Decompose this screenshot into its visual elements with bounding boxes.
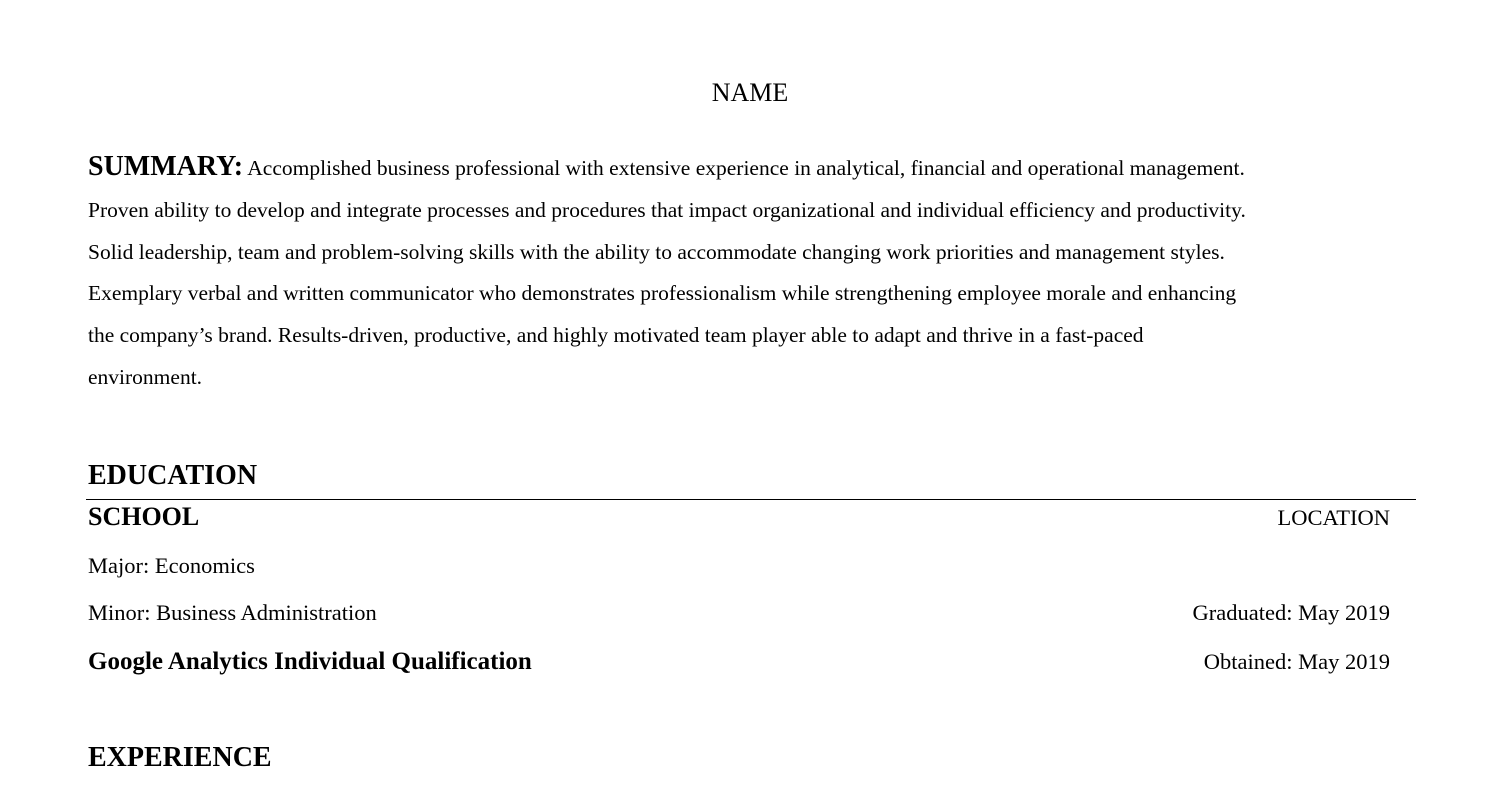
education-heading: EDUCATION	[88, 460, 258, 491]
summary-line-6: environment.	[88, 364, 203, 389]
summary-line-3: Solid leadership, team and problem-solving skills with the ability to accommodate changing work priorities and management styles.	[88, 239, 1225, 264]
summary-line-4: Exemplary verbal and written communicator who demonstrates professionalism while strengthening employee morale and enhancing	[88, 281, 1237, 306]
summary-label: SUMMARY:	[88, 151, 244, 182]
school-name: SCHOOL	[88, 502, 200, 531]
summary-line-5: the company’s brand. Results-driven, productive, and highly motivated team player able to adapt and thrive in a fast-paced	[88, 323, 1144, 348]
minor-row	[88, 600, 1390, 626]
section-divider	[86, 499, 1416, 500]
experience-heading: EXPERIENCE	[88, 742, 272, 773]
school-location: LOCATION	[1277, 505, 1390, 530]
graduated-date: Graduated: May 2019	[1192, 600, 1390, 625]
school-row	[88, 502, 1390, 532]
candidate-name: NAME	[711, 78, 789, 107]
summary-paragraph	[88, 146, 1428, 399]
minor-text: Minor: Business Administration	[88, 600, 377, 625]
summary-text-1: Accomplished business professional with extensive experience in analytical, financial and operational management.	[243, 156, 1245, 180]
major-row	[88, 553, 1390, 579]
certification-name: Google Analytics Individual Qualification	[88, 648, 532, 675]
summary-line-1	[88, 146, 1428, 190]
major-text: Major: Economics	[88, 553, 255, 578]
certification-date: Obtained: May 2019	[1203, 649, 1390, 674]
summary-line-2: Proven ability to develop and integrate processes and procedures that impact organizational and individual efficiency and productivity.	[88, 197, 1246, 222]
certification-row	[88, 648, 1390, 676]
